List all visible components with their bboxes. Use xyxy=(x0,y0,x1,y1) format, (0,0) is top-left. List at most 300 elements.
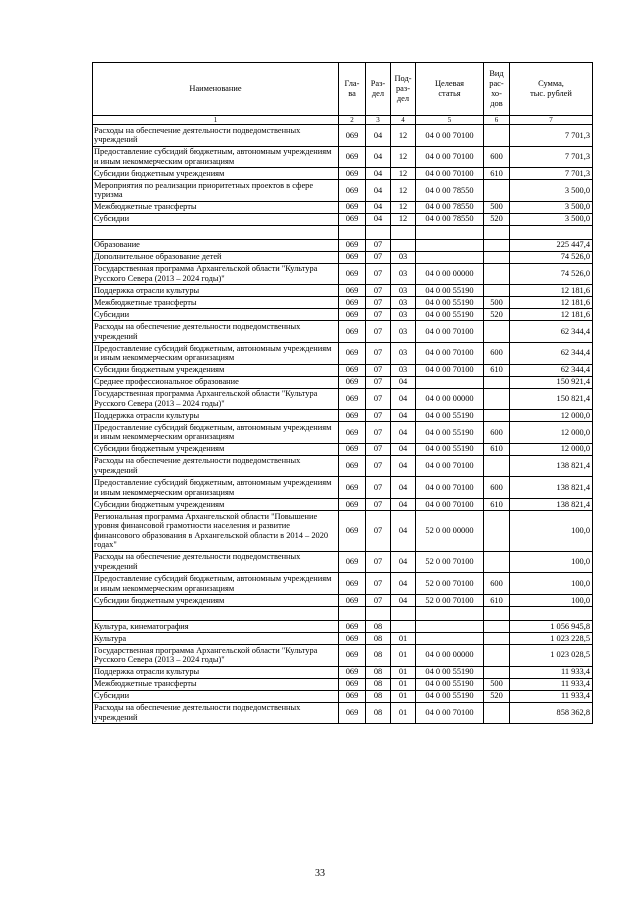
cell-name: Субсидии бюджетным учреждениям xyxy=(93,498,339,510)
cell-subsection xyxy=(391,620,416,632)
cell-section: 04 xyxy=(366,201,391,213)
cell-chapter: 069 xyxy=(339,690,366,702)
header-subsection: Под- раз- дел xyxy=(391,63,416,116)
cell-sum: 138 821,4 xyxy=(510,455,593,477)
cell-name: Региональная программа Архангельской области "Повышение уровня финансовой грамотности населения и развитие финансового образования в Архангельской области в 2014 – 2020 годах" xyxy=(93,510,339,551)
cell-target: 04 0 00 55190 xyxy=(416,309,484,321)
header-expense-type: Вид рас- хо- дов xyxy=(484,63,510,116)
cell-subsection: 04 xyxy=(391,498,416,510)
table-row xyxy=(93,251,593,263)
cell-section: 04 xyxy=(366,213,391,225)
cell-expense-type: 500 xyxy=(484,678,510,690)
cell-sum: 7 701,3 xyxy=(510,146,593,168)
table-row xyxy=(93,477,593,499)
cell-name: Субсидии xyxy=(93,309,339,321)
cell-sum: 100,0 xyxy=(510,551,593,573)
cell-target: 04 0 00 78550 xyxy=(416,180,484,202)
table-row xyxy=(93,551,593,573)
cell-subsection: 04 xyxy=(391,422,416,444)
table-row xyxy=(93,239,593,251)
cell-name: Образование xyxy=(93,239,339,251)
cell-section: 07 xyxy=(366,477,391,499)
column-number: 1 xyxy=(93,116,339,125)
table-row xyxy=(93,376,593,388)
table-row xyxy=(93,666,593,678)
cell-expense-type: 610 xyxy=(484,443,510,455)
cell-subsection: 03 xyxy=(391,342,416,364)
page-number: 33 xyxy=(315,868,325,879)
cell-sum: 12 000,0 xyxy=(510,422,593,444)
cell-sum xyxy=(510,225,593,239)
cell-chapter: 069 xyxy=(339,632,366,644)
cell-sum: 138 821,4 xyxy=(510,477,593,499)
cell-sum: 74 526,0 xyxy=(510,263,593,285)
cell-expense-type xyxy=(484,455,510,477)
cell-expense-type xyxy=(484,125,510,147)
table-row xyxy=(93,620,593,632)
cell-name: Субсидии xyxy=(93,213,339,225)
table-row xyxy=(93,678,593,690)
table-row xyxy=(93,321,593,343)
cell-target xyxy=(416,239,484,251)
cell-subsection: 04 xyxy=(391,388,416,410)
cell-sum: 11 933,4 xyxy=(510,690,593,702)
cell-expense-type xyxy=(484,644,510,666)
cell-expense-type xyxy=(484,620,510,632)
header-sum: Сумма, тыс. рублей xyxy=(510,63,593,116)
cell-section: 08 xyxy=(366,702,391,724)
cell-subsection: 04 xyxy=(391,551,416,573)
cell-sum: 1 056 945,8 xyxy=(510,620,593,632)
cell-chapter xyxy=(339,225,366,239)
cell-chapter: 069 xyxy=(339,168,366,180)
cell-expense-type: 600 xyxy=(484,477,510,499)
cell-section: 07 xyxy=(366,342,391,364)
cell-name: Расходы на обеспечение деятельности подведомственных учреждений xyxy=(93,455,339,477)
cell-name: Межбюджетные трансферты xyxy=(93,201,339,213)
cell-section: 07 xyxy=(366,455,391,477)
cell-sum: 11 933,4 xyxy=(510,678,593,690)
cell-target xyxy=(416,632,484,644)
cell-section: 08 xyxy=(366,690,391,702)
table-row xyxy=(93,388,593,410)
cell-chapter: 069 xyxy=(339,376,366,388)
cell-expense-type xyxy=(484,251,510,263)
cell-name: Субсидии xyxy=(93,690,339,702)
cell-subsection: 04 xyxy=(391,573,416,595)
cell-section: 07 xyxy=(366,376,391,388)
cell-sum: 74 526,0 xyxy=(510,251,593,263)
cell-subsection: 04 xyxy=(391,443,416,455)
cell-name: Государственная программа Архангельской области "Культура Русского Севера (2013 – 2024 годы)" xyxy=(93,388,339,410)
table-row xyxy=(93,690,593,702)
cell-sum: 7 701,3 xyxy=(510,125,593,147)
table-row xyxy=(93,213,593,225)
cell-name: Расходы на обеспечение деятельности подведомственных учреждений xyxy=(93,551,339,573)
cell-expense-type xyxy=(484,388,510,410)
budget-table xyxy=(92,62,593,724)
cell-chapter: 069 xyxy=(339,309,366,321)
cell-section: 07 xyxy=(366,285,391,297)
cell-subsection: 04 xyxy=(391,510,416,551)
cell-sum: 1 023 028,5 xyxy=(510,644,593,666)
cell-subsection: 12 xyxy=(391,201,416,213)
cell-expense-type xyxy=(484,606,510,620)
cell-name: Предоставление субсидий бюджетным, автономным учреждениям и иным некоммерческим организациям xyxy=(93,342,339,364)
cell-target: 04 0 00 70100 xyxy=(416,702,484,724)
cell-expense-type xyxy=(484,632,510,644)
cell-section: 07 xyxy=(366,239,391,251)
cell-expense-type xyxy=(484,263,510,285)
cell-section: 07 xyxy=(366,297,391,309)
table-row xyxy=(93,644,593,666)
cell-subsection: 01 xyxy=(391,702,416,724)
cell-expense-type: 600 xyxy=(484,342,510,364)
cell-sum: 12 181,6 xyxy=(510,309,593,321)
cell-target xyxy=(416,606,484,620)
cell-target: 52 0 00 70100 xyxy=(416,594,484,606)
table-row xyxy=(93,285,593,297)
cell-name: Расходы на обеспечение деятельности подведомственных учреждений xyxy=(93,702,339,724)
cell-subsection xyxy=(391,606,416,620)
cell-section: 07 xyxy=(366,263,391,285)
cell-target xyxy=(416,251,484,263)
cell-target: 04 0 00 55190 xyxy=(416,285,484,297)
cell-chapter: 069 xyxy=(339,510,366,551)
cell-section: 08 xyxy=(366,678,391,690)
cell-chapter: 069 xyxy=(339,443,366,455)
cell-section: 07 xyxy=(366,551,391,573)
cell-name: Государственная программа Архангельской области "Культура Русского Севера (2013 – 2024 годы)" xyxy=(93,644,339,666)
cell-chapter: 069 xyxy=(339,410,366,422)
table-row xyxy=(93,573,593,595)
table-row xyxy=(93,297,593,309)
cell-expense-type xyxy=(484,702,510,724)
cell-name: Межбюджетные трансферты xyxy=(93,297,339,309)
column-number: 6 xyxy=(484,116,510,125)
table-row xyxy=(93,422,593,444)
cell-expense-type xyxy=(484,225,510,239)
cell-sum: 150 921,4 xyxy=(510,376,593,388)
cell-subsection: 04 xyxy=(391,594,416,606)
cell-target: 04 0 00 55190 xyxy=(416,422,484,444)
cell-target: 04 0 00 70100 xyxy=(416,455,484,477)
cell-sum: 225 447,4 xyxy=(510,239,593,251)
cell-name xyxy=(93,225,339,239)
cell-name: Субсидии бюджетным учреждениям xyxy=(93,364,339,376)
cell-chapter: 069 xyxy=(339,422,366,444)
cell-subsection: 12 xyxy=(391,146,416,168)
cell-target xyxy=(416,225,484,239)
header-row xyxy=(93,63,593,116)
cell-chapter: 069 xyxy=(339,297,366,309)
cell-sum: 12 181,6 xyxy=(510,297,593,309)
cell-chapter: 069 xyxy=(339,678,366,690)
table-row xyxy=(93,498,593,510)
cell-chapter: 069 xyxy=(339,201,366,213)
header-chapter: Гла- ва xyxy=(339,63,366,116)
cell-section: 04 xyxy=(366,168,391,180)
cell-subsection: 01 xyxy=(391,644,416,666)
cell-expense-type: 520 xyxy=(484,690,510,702)
cell-sum: 62 344,4 xyxy=(510,321,593,343)
cell-subsection: 03 xyxy=(391,285,416,297)
cell-target xyxy=(416,620,484,632)
cell-sum: 62 344,4 xyxy=(510,364,593,376)
cell-expense-type xyxy=(484,239,510,251)
cell-section xyxy=(366,606,391,620)
cell-name: Дополнительное образование детей xyxy=(93,251,339,263)
cell-name: Государственная программа Архангельской области "Культура Русского Севера (2013 – 2024 годы)" xyxy=(93,263,339,285)
column-number: 7 xyxy=(510,116,593,125)
cell-sum: 3 500,0 xyxy=(510,213,593,225)
cell-subsection: 03 xyxy=(391,263,416,285)
table-row xyxy=(93,309,593,321)
cell-sum: 12 000,0 xyxy=(510,410,593,422)
cell-target: 52 0 00 70100 xyxy=(416,573,484,595)
table-row xyxy=(93,632,593,644)
cell-subsection: 03 xyxy=(391,309,416,321)
cell-chapter: 069 xyxy=(339,321,366,343)
blank-row xyxy=(93,225,593,239)
cell-section: 08 xyxy=(366,620,391,632)
cell-chapter: 069 xyxy=(339,125,366,147)
cell-expense-type xyxy=(484,321,510,343)
cell-chapter: 069 xyxy=(339,388,366,410)
cell-target: 52 0 00 70100 xyxy=(416,551,484,573)
table-row xyxy=(93,702,593,724)
cell-expense-type: 520 xyxy=(484,213,510,225)
cell-section: 07 xyxy=(366,321,391,343)
table-row xyxy=(93,125,593,147)
cell-name: Культура, кинематография xyxy=(93,620,339,632)
cell-target: 04 0 00 70100 xyxy=(416,168,484,180)
cell-sum: 3 500,0 xyxy=(510,180,593,202)
column-number: 5 xyxy=(416,116,484,125)
cell-name: Предоставление субсидий бюджетным, автономным учреждениям и иным некоммерческим организациям xyxy=(93,573,339,595)
cell-sum: 100,0 xyxy=(510,594,593,606)
table-row xyxy=(93,180,593,202)
cell-chapter: 069 xyxy=(339,498,366,510)
cell-expense-type: 610 xyxy=(484,594,510,606)
column-number: 2 xyxy=(339,116,366,125)
cell-subsection: 03 xyxy=(391,297,416,309)
cell-chapter: 069 xyxy=(339,594,366,606)
table-row xyxy=(93,263,593,285)
cell-chapter: 069 xyxy=(339,342,366,364)
cell-section xyxy=(366,225,391,239)
cell-target: 04 0 00 70100 xyxy=(416,498,484,510)
cell-expense-type: 610 xyxy=(484,168,510,180)
cell-subsection: 01 xyxy=(391,666,416,678)
cell-name xyxy=(93,606,339,620)
cell-subsection: 01 xyxy=(391,690,416,702)
table-row xyxy=(93,410,593,422)
cell-expense-type xyxy=(484,285,510,297)
cell-subsection: 03 xyxy=(391,364,416,376)
cell-sum: 62 344,4 xyxy=(510,342,593,364)
cell-target: 04 0 00 70100 xyxy=(416,321,484,343)
cell-section: 07 xyxy=(366,388,391,410)
cell-name: Субсидии бюджетным учреждениям xyxy=(93,443,339,455)
header-section: Раз- дел xyxy=(366,63,391,116)
cell-expense-type: 610 xyxy=(484,364,510,376)
cell-chapter: 069 xyxy=(339,146,366,168)
cell-name: Предоставление субсидий бюджетным, автономным учреждениям и иным некоммерческим организациям xyxy=(93,422,339,444)
cell-expense-type: 500 xyxy=(484,297,510,309)
cell-expense-type xyxy=(484,410,510,422)
cell-target: 04 0 00 55190 xyxy=(416,690,484,702)
table-row xyxy=(93,443,593,455)
cell-expense-type xyxy=(484,180,510,202)
cell-target: 52 0 00 00000 xyxy=(416,510,484,551)
cell-sum: 858 362,8 xyxy=(510,702,593,724)
cell-section: 08 xyxy=(366,632,391,644)
cell-target: 04 0 00 00000 xyxy=(416,388,484,410)
cell-sum: 12 181,6 xyxy=(510,285,593,297)
table-body xyxy=(93,125,593,724)
cell-sum xyxy=(510,606,593,620)
cell-expense-type xyxy=(484,551,510,573)
cell-target: 04 0 00 70100 xyxy=(416,125,484,147)
cell-chapter: 069 xyxy=(339,620,366,632)
cell-chapter: 069 xyxy=(339,551,366,573)
cell-subsection: 12 xyxy=(391,180,416,202)
cell-target: 04 0 00 70100 xyxy=(416,477,484,499)
cell-section: 07 xyxy=(366,498,391,510)
cell-sum: 1 023 228,5 xyxy=(510,632,593,644)
cell-subsection: 12 xyxy=(391,125,416,147)
cell-sum: 138 821,4 xyxy=(510,498,593,510)
cell-section: 07 xyxy=(366,364,391,376)
cell-subsection xyxy=(391,225,416,239)
cell-target: 04 0 00 55190 xyxy=(416,297,484,309)
cell-expense-type: 610 xyxy=(484,498,510,510)
cell-expense-type: 600 xyxy=(484,146,510,168)
cell-section: 07 xyxy=(366,573,391,595)
cell-section: 07 xyxy=(366,510,391,551)
cell-chapter: 069 xyxy=(339,180,366,202)
table-row xyxy=(93,342,593,364)
cell-name: Межбюджетные трансферты xyxy=(93,678,339,690)
table-row xyxy=(93,201,593,213)
cell-name: Культура xyxy=(93,632,339,644)
cell-name: Субсидии бюджетным учреждениям xyxy=(93,168,339,180)
cell-chapter: 069 xyxy=(339,364,366,376)
cell-section: 04 xyxy=(366,146,391,168)
cell-target: 04 0 00 70100 xyxy=(416,146,484,168)
cell-sum: 150 821,4 xyxy=(510,388,593,410)
cell-subsection: 04 xyxy=(391,477,416,499)
cell-expense-type: 600 xyxy=(484,422,510,444)
cell-sum: 100,0 xyxy=(510,510,593,551)
cell-chapter: 069 xyxy=(339,573,366,595)
cell-subsection: 03 xyxy=(391,321,416,343)
cell-expense-type xyxy=(484,376,510,388)
table-row xyxy=(93,168,593,180)
cell-chapter: 069 xyxy=(339,702,366,724)
cell-section: 08 xyxy=(366,666,391,678)
cell-name: Субсидии бюджетным учреждениям xyxy=(93,594,339,606)
cell-chapter: 069 xyxy=(339,666,366,678)
cell-chapter: 069 xyxy=(339,239,366,251)
cell-chapter: 069 xyxy=(339,251,366,263)
cell-name: Расходы на обеспечение деятельности подведомственных учреждений xyxy=(93,321,339,343)
cell-subsection: 01 xyxy=(391,678,416,690)
cell-subsection: 04 xyxy=(391,376,416,388)
table-row xyxy=(93,455,593,477)
cell-sum: 11 933,4 xyxy=(510,666,593,678)
cell-subsection: 12 xyxy=(391,168,416,180)
cell-section: 07 xyxy=(366,594,391,606)
cell-subsection: 04 xyxy=(391,410,416,422)
cell-target: 04 0 00 78550 xyxy=(416,213,484,225)
cell-sum: 12 000,0 xyxy=(510,443,593,455)
cell-chapter: 069 xyxy=(339,213,366,225)
cell-subsection: 04 xyxy=(391,455,416,477)
cell-name: Поддержка отрасли культуры xyxy=(93,666,339,678)
cell-name: Предоставление субсидий бюджетным, автономным учреждениям и иным некоммерческим организациям xyxy=(93,477,339,499)
cell-sum: 3 500,0 xyxy=(510,201,593,213)
cell-section: 07 xyxy=(366,443,391,455)
cell-target: 04 0 00 55190 xyxy=(416,666,484,678)
cell-name: Поддержка отрасли культуры xyxy=(93,410,339,422)
header-target: Целевая статья xyxy=(416,63,484,116)
table-row xyxy=(93,594,593,606)
cell-section: 07 xyxy=(366,410,391,422)
cell-name: Мероприятия по реализации приоритетных проектов в сфере туризма xyxy=(93,180,339,202)
cell-section: 07 xyxy=(366,422,391,444)
cell-target: 04 0 00 55190 xyxy=(416,410,484,422)
header-name: Наименование xyxy=(93,63,339,116)
blank-row xyxy=(93,606,593,620)
cell-chapter: 069 xyxy=(339,455,366,477)
cell-section: 07 xyxy=(366,309,391,321)
cell-expense-type: 520 xyxy=(484,309,510,321)
cell-chapter: 069 xyxy=(339,477,366,499)
cell-target: 04 0 00 55190 xyxy=(416,443,484,455)
cell-expense-type xyxy=(484,510,510,551)
column-number: 3 xyxy=(366,116,391,125)
cell-chapter xyxy=(339,606,366,620)
cell-name: Среднее профессиональное образование xyxy=(93,376,339,388)
cell-name: Поддержка отрасли культуры xyxy=(93,285,339,297)
cell-target: 04 0 00 55190 xyxy=(416,678,484,690)
cell-section: 07 xyxy=(366,251,391,263)
table-row xyxy=(93,364,593,376)
cell-name: Предоставление субсидий бюджетным, автономным учреждениям и иным некоммерческим организациям xyxy=(93,146,339,168)
cell-sum: 100,0 xyxy=(510,573,593,595)
cell-target: 04 0 00 00000 xyxy=(416,263,484,285)
cell-name: Расходы на обеспечение деятельности подведомственных учреждений xyxy=(93,125,339,147)
cell-chapter: 069 xyxy=(339,644,366,666)
cell-subsection xyxy=(391,239,416,251)
column-number-row xyxy=(93,116,593,125)
cell-section: 04 xyxy=(366,125,391,147)
table-row xyxy=(93,146,593,168)
cell-section: 04 xyxy=(366,180,391,202)
cell-subsection: 01 xyxy=(391,632,416,644)
cell-sum: 7 701,3 xyxy=(510,168,593,180)
cell-expense-type: 600 xyxy=(484,573,510,595)
cell-target: 04 0 00 00000 xyxy=(416,644,484,666)
cell-expense-type: 500 xyxy=(484,201,510,213)
cell-target: 04 0 00 78550 xyxy=(416,201,484,213)
cell-subsection: 03 xyxy=(391,251,416,263)
cell-expense-type xyxy=(484,666,510,678)
table-row xyxy=(93,510,593,551)
cell-target: 04 0 00 70100 xyxy=(416,364,484,376)
